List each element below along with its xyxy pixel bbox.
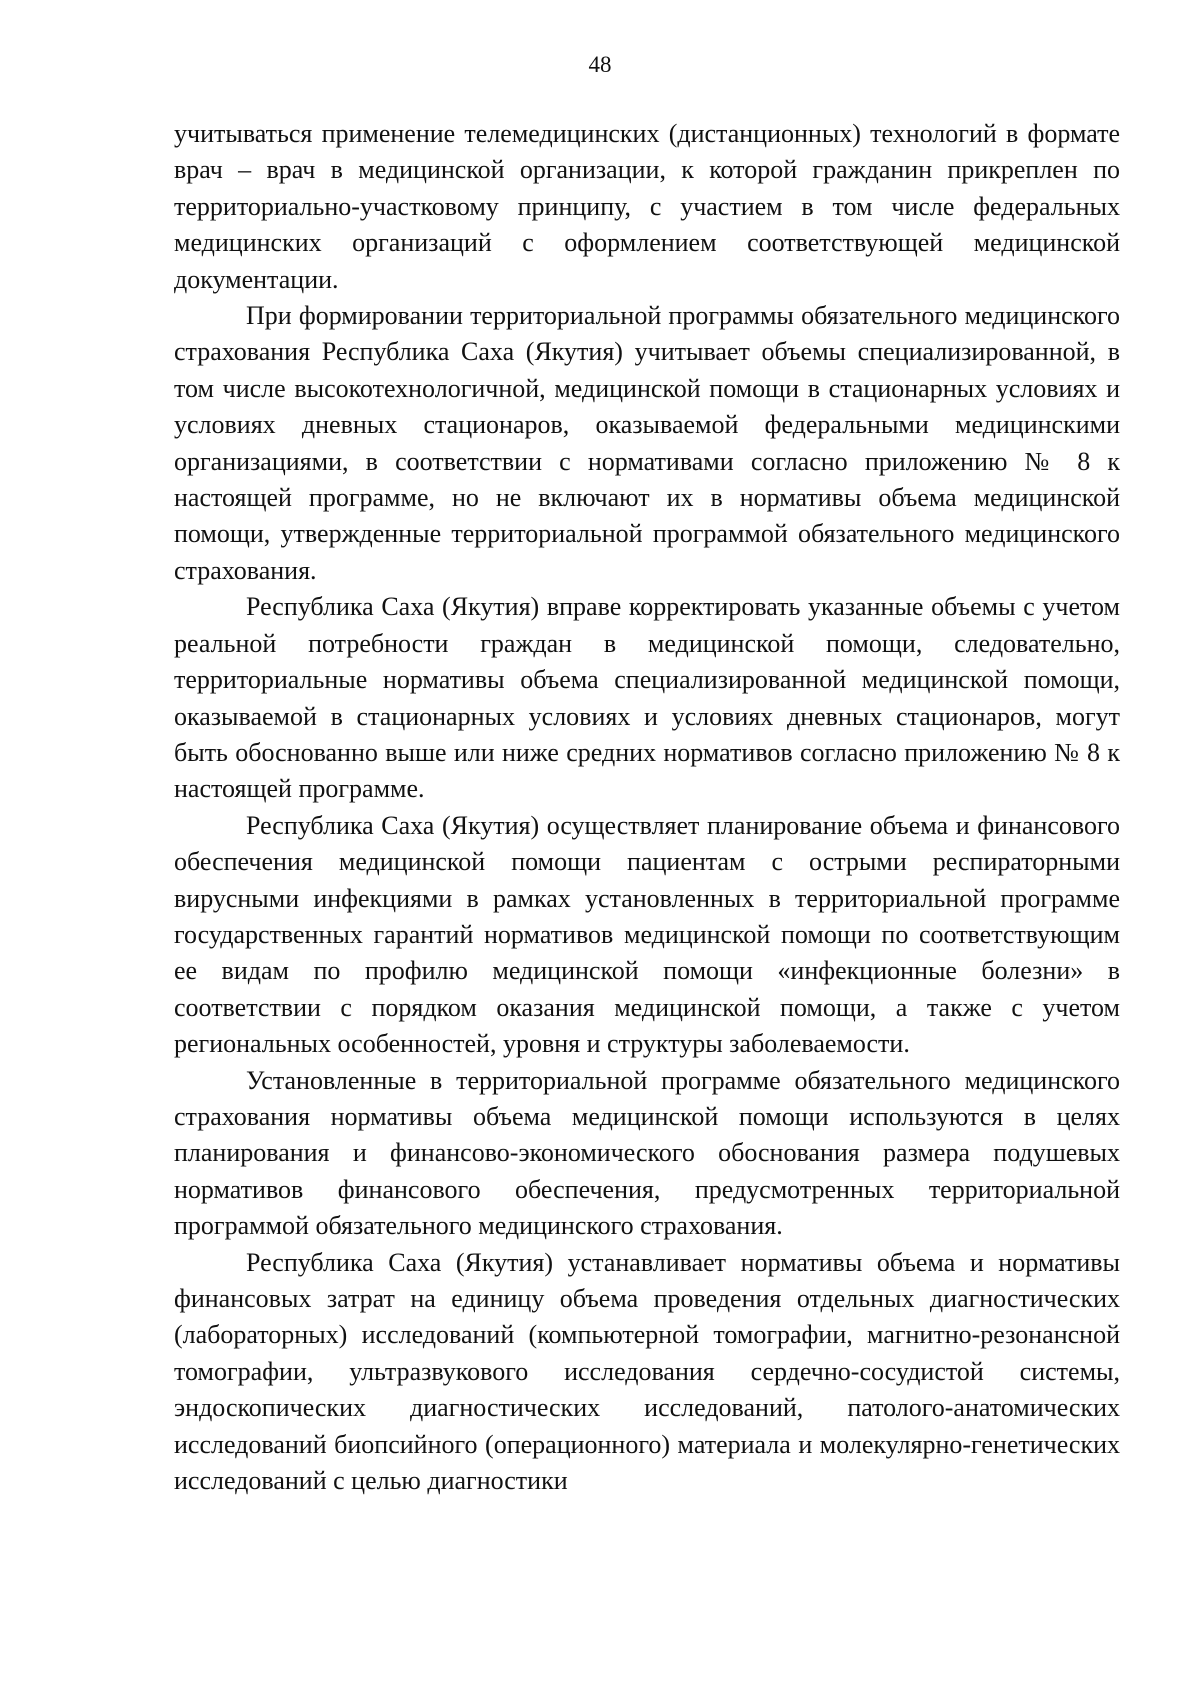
document-body <box>174 116 1120 1499</box>
paragraph-volume-adjustment: Республика Саха (Якутия) вправе корректировать указанные объемы с учетом реальной потребности граждан в медицинской помощи, следовательно, территориальные нормативы объема специализированной медицинской помощи, оказываемой в стационарных условиях и условиях дневных стационаров, могут быть обоснованно выше или ниже средних нормативов согласно приложению № 8 к настоящей программе. <box>174 592 1120 804</box>
page-number: 48 <box>588 52 612 77</box>
paragraph-volume-normatives-usage: Установленные в территориальной программе обязательного медицинского страхования нормативы объема медицинской помощи используются в целях планирования и финансово-экономического обоснования размера подушевых нормативов финансового обеспечения, предусмотренных территориальной программой обязательного медицинского страхования. <box>174 1065 1120 1241</box>
paragraph-respiratory-infections: Республика Саха (Якутия) осуществляет планирование объема и финансового обеспечения медицинской помощи пациентам с острыми респираторными вирусными инфекциями в рамках установленных в территориальной программе государственных гарантий нормативов медицинской помощи по соответствующим ее видам по профилю медицинской помощи «инфекционные болезни» в соответствии с порядком оказания медицинской помощи, а также с учетом региональных особенностей, уровня и структуры заболеваемости. <box>174 810 1120 1059</box>
paragraph-territorial-program-volumes: При формировании территориальной программы обязательного медицинского страхования Республика Саха (Якутия) учитывает объемы специализированной, в том числе высокотехнологичной, медицинской помощи в стационарных условиях и условиях дневных стационаров, оказываемой федеральными медицинскими организациями, в соответствии с нормативами согласно приложению № 8 к настоящей программе, но не включают их в нормативы объема медицинской помощи, утвержденные территориальной программой обязательного медицинского страхования. <box>174 301 1120 585</box>
paragraph-diagnostic-normatives: Республика Саха (Якутия) устанавливает нормативы объема и нормативы финансовых затрат на единицу объема проведения отдельных диагностических (лабораторных) исследований (компьютерной томографии, магнитно-резонансной томографии, ультразвукового исследования сердечно-сосудистой системы, эндоскопических диагностических исследований, патолого-анатомических исследований биопсийного (операционного) материала и молекулярно-генетических исследований с целью диагностики <box>174 1247 1120 1496</box>
paragraph-continuation: учитываться применение телемедицинских (дистанционных) технологий в формате врач – врач в медицинской организации, к которой гражданин прикреплен по территориально-участковому принципу, с участием в том числе федеральных медицинских организаций с оформлением соответствующей медицинской документации. <box>174 119 1120 294</box>
